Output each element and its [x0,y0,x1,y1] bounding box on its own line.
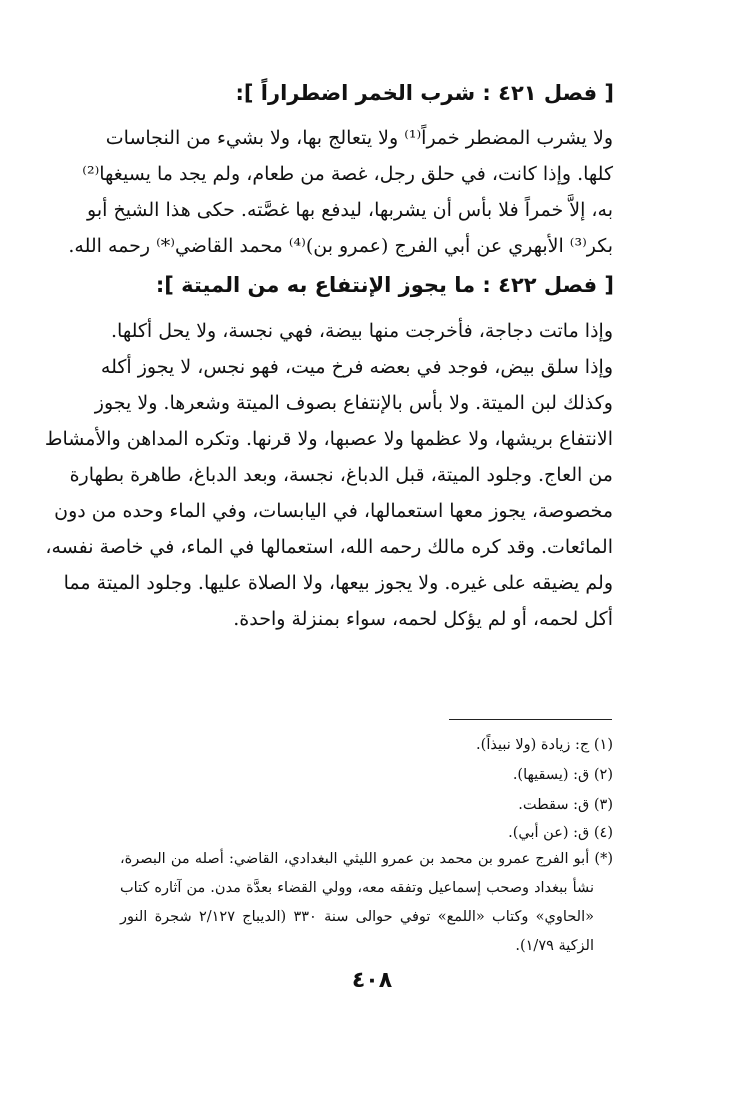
body-line: به، إلاَّ خمراً فلا بأس أن يشربها، ليدفع بها غصَّته. حكى هذا الشيخ أبو [87,199,613,221]
body-line: أكل لحمه، أو لم يؤكل لحمه، سواء بمنزلة واحدة. [233,608,613,630]
body-line: المائعات. وقد كره مالك رحمه الله، استعمالها في الماء، في خاصة نفسه، [45,536,613,558]
body-line: وإذا ماتت دجاجة، فأخرجت منها بيضة، فهي نجسة، ولا يحل أكلها. [111,320,613,342]
footnote-star-line: نشأ ببغداد وصحب إسماعيل وتفقه معه، وولي القضاء بعدَّة مدن. من آثاره كتاب [120,880,594,896]
footnote-star-line: الزكية ١/٧٩). [515,938,594,954]
footnote-1: (١) ج: زيادة (ولا نبيذاً). [476,737,613,753]
footnote-separator [449,719,612,720]
body-line: ولا يشرب المضطر خمراً⁽¹⁾ ولا يتعالج بها، ولا بشيء من النجاسات [105,127,613,149]
body-line: مخصوصة، يجوز معها استعمالها، في اليابسات، وفي الماء وحده من دون [54,500,613,522]
body-line: كلها. وإذا كانت، في حلق رجل، غصة من طعام، ولم يجد ما يسيغها⁽²⁾ [82,163,613,185]
body-line: وإذا سلق بيض، فوجد في بعضه فرخ ميت، فهو نجس، لا يجوز أكله [100,356,613,378]
footnote-star-line: «الحاوي» وكتاب «اللمع» توفي حوالى سنة ٣٣٠ (الديباج ٢/١٢٧ شجرة النور [120,909,594,925]
body-line: الانتفاع بريشها، ولا عظمها ولا عصبها، ولا قرنها. وتكره المداهن والأمشاط [44,428,613,450]
footnote-star-line: (*) أبو الفرج عمرو بن محمد بن عمرو الليثي البغدادي، القاضي: أصله من البصرة، [120,851,613,867]
page-number: ٤٠٨ [351,968,393,993]
body-line: من العاج. وجلود الميتة، قبل الدباغ، نجسة، وبعد الدباغ، طاهرة بطهارة [69,464,613,486]
footnote-4: (٤) ق: (عن أبي). [508,825,613,841]
section-heading-422: [ فصل ٤٢٢ : ما يجوز الإنتفاع به من الميتة ]: [155,273,614,297]
body-line: ولم يضيقه على غيره. ولا يجوز بيعها، ولا الصلاة عليها. وجلود الميتة مما [63,572,613,594]
body-line: بكر⁽³⁾ الأبهري عن أبي الفرج (عمرو بن)⁽⁴⁾ محمد القاضي⁽*⁾ رحمه الله. [68,235,613,257]
section-heading-421: [ فصل ٤٢١ : شرب الخمر اضطراراً ]: [235,81,614,105]
footnote-2: (٢) ق: (يسقيها). [512,767,613,783]
body-line: وكذلك لبن الميتة. ولا بأس بالإنتفاع بصوف الميتة وشعرها. ولا يجوز [94,392,613,414]
footnote-3: (٣) ق: سقطت. [518,797,613,813]
